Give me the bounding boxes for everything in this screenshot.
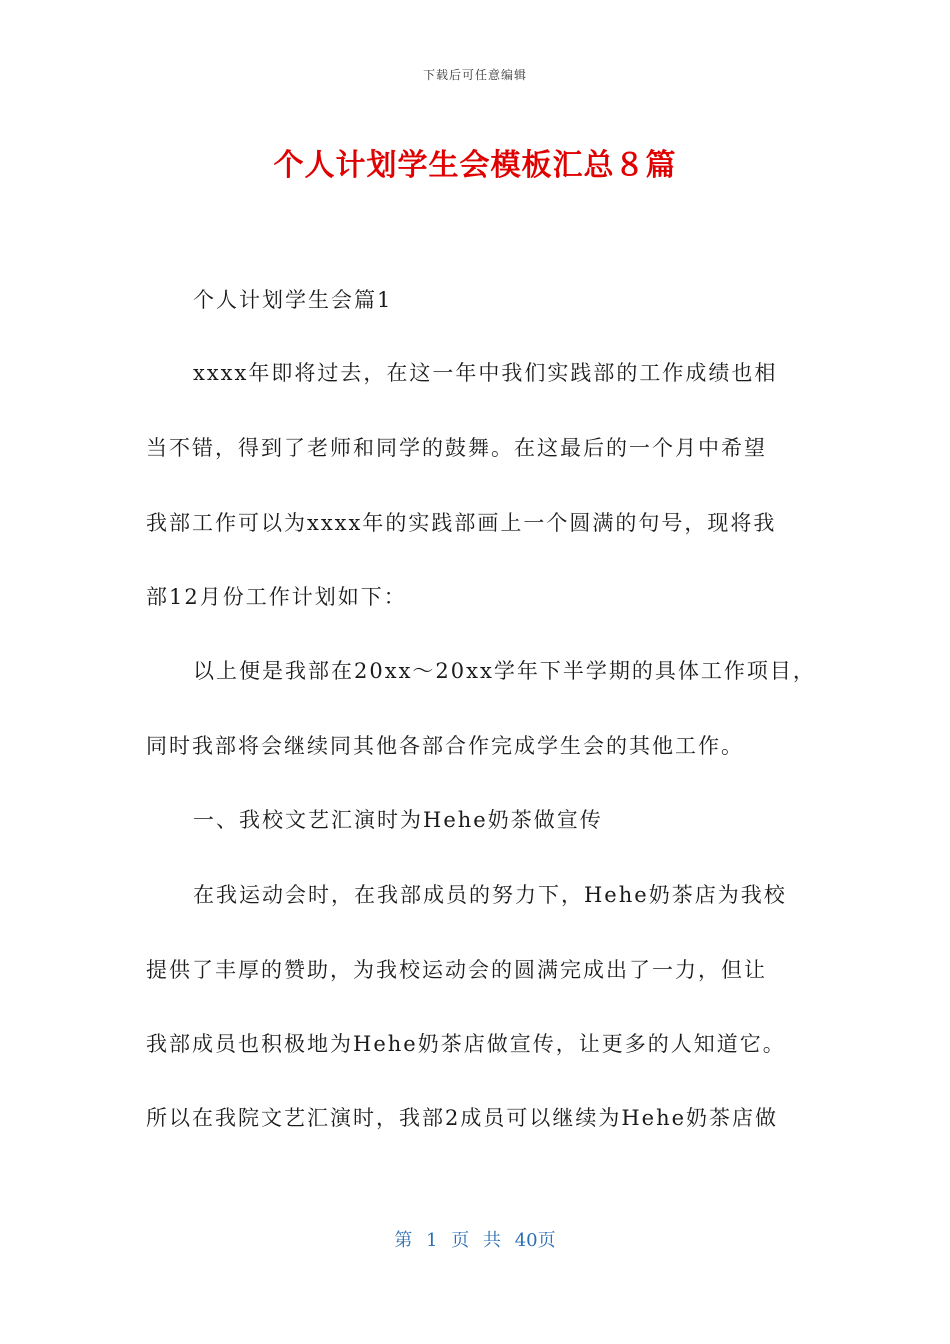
paragraph-line: 我部成员也积极地为Hehe奶茶店做宣传，让更多的人知道它。	[146, 1032, 786, 1056]
footer-current-page: 1	[426, 1230, 438, 1251]
paragraph-line: xxxx年即将过去，在这一年中我们实践部的工作成绩也相	[193, 361, 778, 385]
paragraph-line: 当不错，得到了老师和同学的鼓舞。在这最后的一个月中希望	[146, 436, 767, 460]
document-title: 个人计划学生会模板汇总８篇	[273, 148, 677, 183]
paragraph-line: 在我运动会时，在我部成员的努力下，Hehe奶茶店为我校	[193, 883, 787, 907]
footer-total-pages: 40页	[514, 1230, 556, 1251]
paragraph-line: 我部工作可以为xxxx年的实践部画上一个圆满的句号，现将我	[146, 511, 777, 535]
paragraph-line: 部12月份工作计划如下：	[146, 585, 407, 609]
subsection-heading: 一、我校文艺汇演时为Hehe奶茶做宣传	[193, 808, 603, 832]
footer-prefix: 第	[394, 1230, 413, 1251]
paragraph-line: 提供了丰厚的赞助，为我校运动会的圆满完成出了一力，但让	[146, 958, 767, 982]
page-footer	[0, 1226, 950, 1252]
paragraph-line: 同时我部将会继续同其他各部合作完成学生会的其他工作。	[146, 734, 744, 758]
header-note: 下载后可任意编辑	[422, 68, 527, 82]
footer-page-word: 页	[451, 1230, 470, 1251]
footer-total-word: 共	[483, 1230, 501, 1251]
section-heading-1: 个人计划学生会篇1	[193, 288, 393, 312]
paragraph-line: 所以在我院文艺汇演时，我部2成员可以继续为Hehe奶茶店做	[146, 1106, 779, 1130]
paragraph-line: 以上便是我部在20xx～20xx学年下半学期的具体工作项目，	[193, 659, 816, 683]
